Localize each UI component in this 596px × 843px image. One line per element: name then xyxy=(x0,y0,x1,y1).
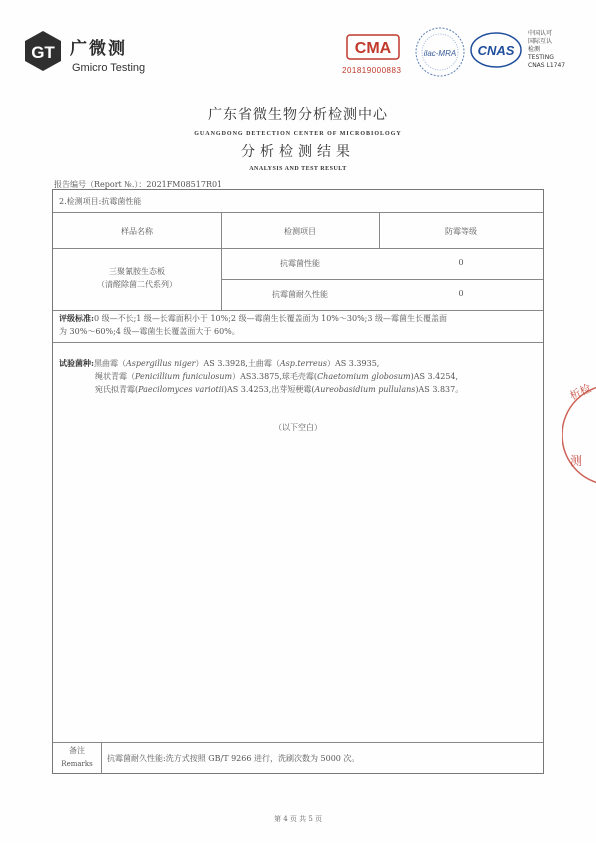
ilac-mra-logo xyxy=(414,26,466,78)
strain-text: 黑曲霉（ xyxy=(93,359,126,368)
strain-text: 绳状青霉（ xyxy=(95,372,135,381)
col-header-sample: 样品名称 xyxy=(121,227,153,236)
divider xyxy=(53,212,543,213)
strain-text: ）AS3.3875,球毛壳霉( xyxy=(232,372,318,381)
center-title: 广东省微生物分析检测中心 xyxy=(208,107,388,123)
strain-latin: Penicillium funiculosum xyxy=(135,372,233,381)
cnas-side-line: CNAS L1747 xyxy=(528,62,566,69)
strain-text: ）AS 3.3928,土曲霉（ xyxy=(195,359,280,368)
logo-english-name: Gmicro Testing xyxy=(72,62,146,74)
cnas-label: CNAS xyxy=(477,43,515,58)
row-grade: 0 xyxy=(458,289,464,298)
sample-name-line: 三聚氰胺生态板 xyxy=(109,267,165,276)
remarks-label-en: Remarks xyxy=(61,760,93,768)
row-grade: 0 xyxy=(458,258,464,267)
strain-text: 宛氏拟青霉( xyxy=(95,385,139,394)
col-header-item: 检测项目 xyxy=(284,227,316,236)
cnas-side-line: TESTING xyxy=(528,54,554,61)
strain-text: )AS 3.4254, xyxy=(410,372,459,381)
ilac-label: ilac-MRA xyxy=(423,49,457,58)
rating-standard xyxy=(59,312,539,338)
section-heading: 2.检测项目:抗霉菌性能 xyxy=(59,197,142,206)
strains-label: 试验菌种: xyxy=(59,358,94,368)
sample-name xyxy=(53,266,221,290)
strain-latin: Aspergillus niger xyxy=(125,359,196,368)
blank-note: （以下空白） xyxy=(274,423,322,432)
divider xyxy=(101,742,102,774)
strain-text: )AS 3.4253,出芽短梗霉( xyxy=(223,385,315,394)
result-title: 分析检测结果 xyxy=(241,144,355,160)
row-item: 抗霉菌性能 xyxy=(280,259,320,268)
cma-label: CMA xyxy=(354,40,392,57)
remarks-label xyxy=(53,745,101,768)
sample-name-line: （清醛除菌二代系列） xyxy=(97,280,177,289)
page-footer: 第 4 页 共 5 页 xyxy=(273,815,323,823)
strain-latin: Paecilomyces variotii xyxy=(138,385,224,394)
remarks-label-cn: 备注 xyxy=(69,746,85,755)
row-item: 抗霉菌耐久性能 xyxy=(272,290,328,299)
report-number: 报告编号（Report №.）：2021FM08517R01 xyxy=(54,180,223,189)
strain-text: ）AS 3.3935, xyxy=(327,359,380,368)
strain-latin: Aureobasidium pullulans xyxy=(314,385,416,394)
cma-logo xyxy=(346,34,400,60)
divider xyxy=(379,212,380,248)
strain-latin: Chaetomium globosum xyxy=(317,372,411,381)
rating-label: 评级标准: xyxy=(59,313,94,323)
cnas-side-line: 国际互认 xyxy=(528,38,553,45)
cnas-side-text xyxy=(528,30,588,70)
stamp-text: 析检 xyxy=(567,381,594,403)
logo-mark: GT xyxy=(31,43,55,62)
col-header-grade: 防霉等级 xyxy=(445,227,477,236)
result-frame xyxy=(52,189,544,774)
test-strains xyxy=(59,357,543,396)
divider xyxy=(53,342,543,343)
divider xyxy=(221,279,543,280)
cma-number: 201819000883 xyxy=(342,66,402,75)
logo-chinese-name: 广微测 xyxy=(70,39,127,59)
stamp-text: 测 xyxy=(570,454,583,468)
cnas-side-line: 中国认可 xyxy=(528,30,553,37)
divider xyxy=(53,248,543,249)
cnas-side-line: 检测 xyxy=(528,46,541,53)
rating-line: 为 30%～60%;4 级—霉菌生长覆盖面大于 60%。 xyxy=(59,327,240,336)
cnas-logo xyxy=(470,30,522,70)
strain-latin: Asp.terreus xyxy=(279,359,327,368)
gmicro-logo xyxy=(22,30,64,72)
seal-stamp xyxy=(562,370,596,500)
center-title-en: GUANGDONG DETECTION CENTER OF MICROBIOLOGY xyxy=(194,131,402,137)
divider xyxy=(53,742,543,743)
divider xyxy=(53,310,543,311)
result-title-en: ANALYSIS AND TEST RESULT xyxy=(249,166,347,172)
rating-line: 0 级—不长;1 级—长霉面积小于 10%;2 级—霉菌生长覆盖面为 10%～30%;3 级—霉菌生长覆盖面 xyxy=(93,314,447,323)
strain-text: )AS 3.837。 xyxy=(415,385,464,394)
remarks-text: 抗霉菌耐久性能:洗方式按照 GB/T 9266 进行，洗刷次数为 5000 次。 xyxy=(107,754,360,763)
